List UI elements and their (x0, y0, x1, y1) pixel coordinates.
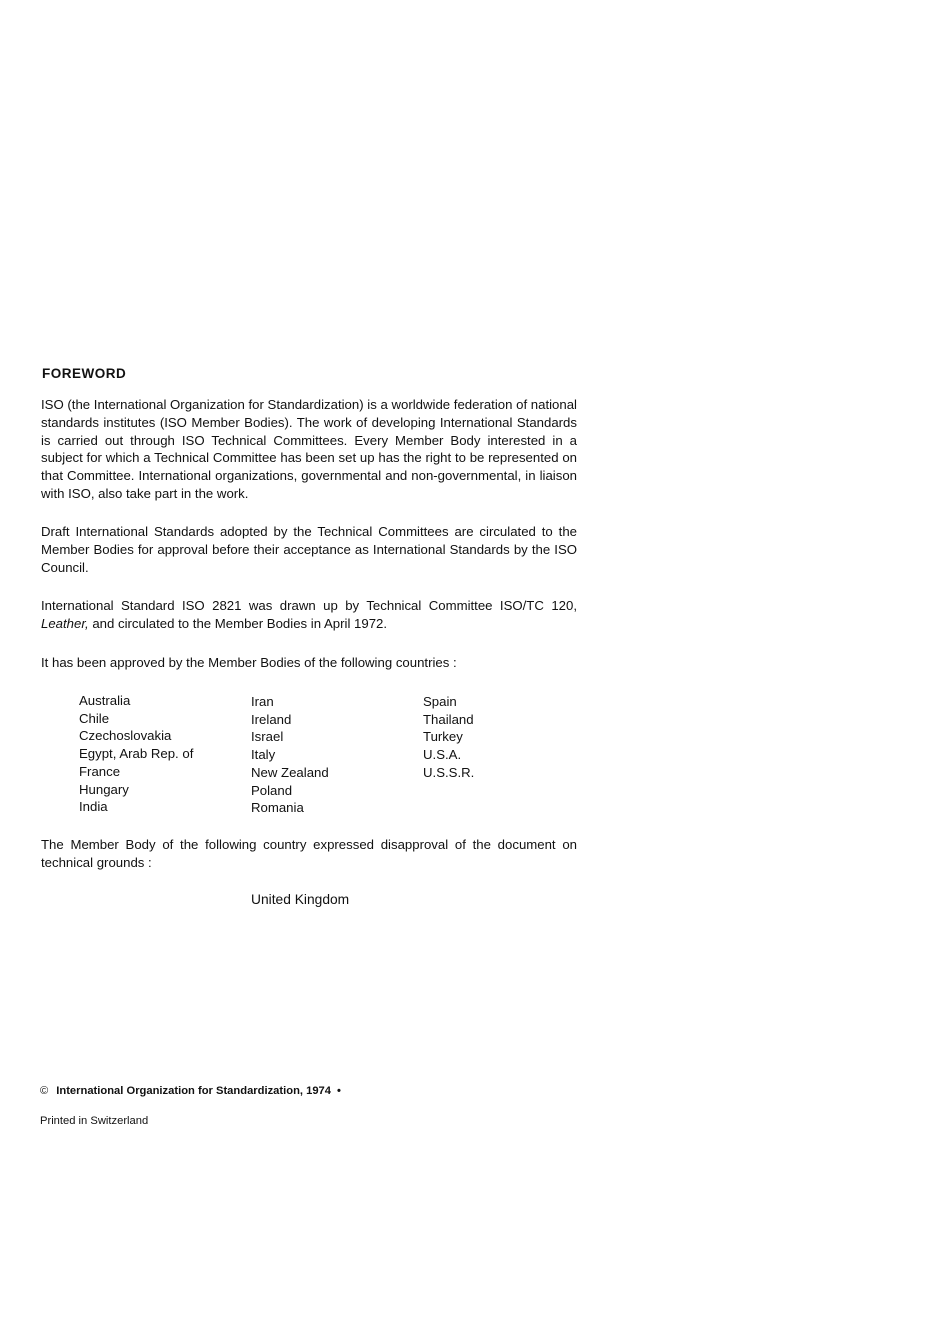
country-item: U.S.S.R. (423, 764, 475, 780)
countries-column-1 (79, 692, 193, 816)
country-item: Spain (423, 694, 457, 709)
country-item: Ireland (251, 711, 292, 727)
country-item: Thailand (423, 711, 474, 727)
draft-standards-paragraph: Draft International Standards adopted by the Technical Committees are circulated to the Member Bodies for approval before their acceptance as International Standards by the ISO Council. (41, 524, 577, 575)
country-item: France (79, 763, 121, 779)
country-item: New Zealand (251, 764, 329, 780)
country-item: Romania (251, 800, 304, 816)
country-item: Hungary (79, 781, 129, 797)
country-item: Israel (251, 729, 284, 745)
bullet-mark: • (337, 1085, 341, 1097)
country-item: Egypt, Arab Rep. of (79, 746, 194, 762)
country-item: U.S.A. (423, 747, 462, 763)
countries-column-3 (423, 693, 474, 782)
disapproval-intro-paragraph: The Member Body of the following country expressed disapproval of the document on technical grounds : (41, 837, 577, 870)
standard-origin-paragraph (41, 597, 577, 633)
country-item: Poland (251, 782, 293, 798)
country-item: India (79, 799, 108, 815)
country-item: Iran (251, 694, 274, 709)
country-item: Czechoslovakia (79, 728, 172, 744)
copyright-notice (40, 1085, 341, 1097)
printed-in-note: Printed in Switzerland (40, 1115, 149, 1127)
foreword-heading: FOREWORD (42, 366, 127, 381)
standard-circulation-text: and circulated to the Member Bodies in April 1972. (92, 615, 388, 631)
country-item: Turkey (423, 729, 463, 745)
iso-description-paragraph: ISO (the International Organization for Standardization) is a worldwide federation of national standards institutes (ISO Member Bodies). The work of developing International Standards is carried out through ISO Technical Committees. Every Member Body interested in a subject for which a Technical Committee has been set up has the right to be represented on that Committee. International organizations, governmental and non-governmental, in liaison with ISO, also take part in the work. (41, 397, 577, 501)
countries-column-2 (251, 693, 329, 817)
approval-intro-paragraph: It has been approved by the Member Bodies of the following countries : (41, 655, 457, 670)
standard-origin-text: International Standard ISO 2821 was drawn up by Technical Committee ISO/TC 120, (41, 598, 577, 613)
country-item: Australia (79, 693, 131, 708)
copyright-owner: International Organization for Standardization, 1974 (56, 1085, 332, 1097)
committee-subject-emphasis: Leather, (41, 615, 89, 631)
copyright-symbol: © (40, 1085, 49, 1097)
country-item: Italy (251, 747, 276, 763)
disapproving-country: United Kingdom (251, 892, 350, 907)
country-item: Chile (79, 710, 110, 726)
